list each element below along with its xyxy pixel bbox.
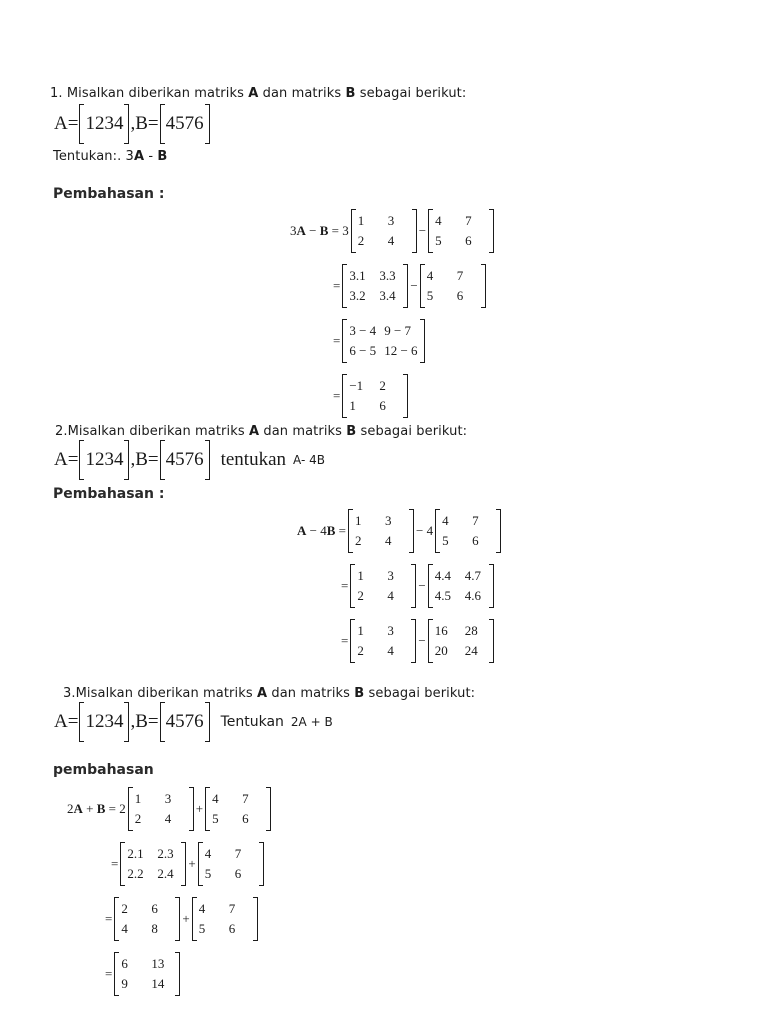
matrix-cell: 3.2	[349, 288, 366, 303]
problem-1-step-2	[333, 264, 486, 308]
matrix-cell: 7	[472, 513, 479, 528]
matrix-row	[121, 954, 173, 974]
matrix-cell: 4	[121, 921, 128, 936]
matrix-row	[349, 341, 417, 361]
tentukan-label: Tentukan	[220, 714, 284, 730]
matrix-cell: 3.1	[349, 268, 366, 283]
problem-1-heading: Pembahasan :	[53, 186, 165, 202]
problem-1-step-1	[290, 209, 494, 253]
matrix-cell: 6 − 5	[349, 343, 377, 358]
matrix	[198, 842, 264, 886]
matrix-cell: 2.1	[127, 846, 144, 861]
operator: −	[418, 223, 427, 238]
matrix-cell: 7	[228, 901, 236, 916]
matrix-cell: 24	[464, 643, 478, 658]
matrix-cell: 3.4	[379, 288, 396, 303]
problem-1-statement: 1. Misalkan diberikan matriks A dan matriks B sebagai berikut:	[50, 86, 467, 101]
matrix-a-value: 1234	[79, 702, 129, 742]
problem-3-heading: pembahasan	[53, 762, 154, 778]
matrix-cell: 4	[387, 643, 394, 658]
operator: +	[188, 856, 196, 871]
matrix-b-value: 4576	[160, 104, 210, 144]
equation-lhs: =	[105, 911, 113, 926]
matrix-row	[355, 531, 407, 551]
matrix-cell: 8	[151, 921, 158, 936]
equation-lhs: =	[111, 856, 119, 871]
matrix-cell: 1	[357, 213, 365, 228]
matrix-cell: 7	[456, 268, 464, 283]
matrix-cell: 4	[387, 233, 395, 248]
matrix-cell: 16	[434, 623, 448, 638]
matrix-cell: 6	[121, 956, 128, 971]
matrix-row	[127, 864, 179, 884]
matrix-row	[435, 211, 487, 231]
matrix-cell: 2.4	[157, 866, 174, 881]
operator: +	[182, 911, 190, 926]
matrix-cell: −1	[349, 378, 364, 393]
matrix-row	[358, 231, 410, 251]
problem-2-statement: 2.Misalkan diberikan matriks A dan matriks B sebagai berikut:	[55, 424, 468, 439]
matrix-cell: 2	[357, 588, 364, 603]
problem-2-heading: Pembahasan :	[53, 486, 165, 502]
matrix-cell: 7	[234, 846, 242, 861]
matrix-row	[357, 566, 409, 586]
matrix-cell: 2	[355, 533, 362, 548]
matrix-row	[205, 844, 257, 864]
matrix	[342, 374, 408, 418]
matrix-cell: 6	[465, 233, 472, 248]
matrix	[420, 264, 486, 308]
matrix-cell: 5	[435, 233, 442, 248]
problem-1-step-3	[333, 319, 425, 363]
matrix-row	[435, 641, 487, 661]
matrix	[192, 897, 258, 941]
operator: −	[418, 578, 426, 593]
matrix-row	[212, 809, 264, 829]
matrix-cell: 9 − 7	[384, 323, 412, 338]
matrix-b-value: 4576	[160, 702, 210, 742]
matrix-cell: 6	[472, 533, 479, 548]
matrix-cell: 7	[242, 791, 249, 806]
matrix-row	[427, 266, 479, 286]
matrix-cell: 5	[442, 533, 449, 548]
matrix-row	[442, 511, 494, 531]
matrix-row	[349, 376, 401, 396]
matrix-cell: 4.4	[434, 568, 451, 583]
equation-lhs: =	[333, 333, 341, 348]
matrix-cell: 6	[379, 398, 386, 413]
equation-lhs: 2A + B = 2	[67, 801, 126, 816]
matrix-cell: 5	[212, 811, 219, 826]
tentukan-label: tentukan	[220, 449, 287, 470]
matrix-cell: 20	[434, 643, 448, 658]
matrix-row	[212, 789, 264, 809]
problem-2-step-1	[297, 509, 501, 553]
matrix-cell: 4	[435, 213, 442, 228]
matrix-row	[357, 621, 409, 641]
task-expression: A- 4B	[293, 453, 325, 467]
matrix-cell: 2	[379, 378, 386, 393]
operator: − 4	[416, 523, 434, 538]
matrix-cell: 3 − 4	[349, 323, 377, 338]
matrix-row	[135, 809, 187, 829]
matrix-row	[435, 566, 487, 586]
matrix	[342, 319, 424, 363]
problem-3-matrix-definition: A= 1234 ,B= 4576 Tentukan 2A + B	[54, 702, 333, 742]
matrix-a-value: 1234	[79, 440, 129, 480]
operator: −	[418, 633, 426, 648]
matrix-row	[357, 586, 409, 606]
matrix-row	[121, 974, 173, 994]
matrix	[348, 509, 414, 553]
matrix	[428, 564, 494, 608]
matrix-cell: 4	[442, 513, 449, 528]
matrix-cell: 4	[164, 811, 172, 826]
matrix-cell: 2	[357, 643, 364, 658]
matrix-cell: 6	[234, 866, 242, 881]
matrix-row	[442, 531, 494, 551]
matrix-row	[435, 231, 487, 251]
problem-3-step-2	[111, 842, 264, 886]
matrix-row	[358, 211, 410, 231]
equation-lhs: 3A − B = 3	[290, 223, 349, 238]
matrix-cell: 6	[228, 921, 236, 936]
matrix-cell: 1	[357, 623, 364, 638]
matrix-cell: 4.6	[464, 588, 481, 603]
matrix-cell: 2.2	[127, 866, 144, 881]
matrix-row	[349, 266, 401, 286]
matrix-cell: 4	[198, 901, 206, 916]
matrix-cell: 6	[151, 901, 158, 916]
matrix-row	[135, 789, 187, 809]
problem-1-matrix-definition: A= 1234 ,B= 4576	[54, 104, 210, 144]
problem-2-step-3	[341, 619, 494, 663]
problem-3-statement: 3.Misalkan diberikan matriks A dan matriks B sebagai berikut:	[63, 686, 476, 701]
matrix-row	[435, 586, 487, 606]
matrix	[350, 564, 416, 608]
matrix-cell: 3	[164, 791, 172, 806]
problem-3-step-3	[105, 897, 258, 941]
matrix-row	[121, 919, 173, 939]
matrix-cell: 2	[357, 233, 365, 248]
matrix-cell: 5	[198, 921, 206, 936]
matrix-row	[427, 286, 479, 306]
matrix-cell: 3.3	[379, 268, 396, 283]
matrix	[342, 264, 408, 308]
matrix	[128, 787, 194, 831]
matrix-cell: 2	[121, 901, 128, 916]
matrix-cell: 28	[464, 623, 478, 638]
matrix	[435, 509, 501, 553]
matrix-row	[127, 844, 179, 864]
matrix-row	[349, 396, 401, 416]
matrix-cell: 5	[204, 866, 212, 881]
matrix-row	[349, 321, 417, 341]
matrix-cell: 3	[387, 623, 394, 638]
matrix-cell: 12 − 6	[384, 343, 418, 358]
problem-2-step-2	[341, 564, 494, 608]
matrix-cell: 13	[151, 956, 165, 971]
equation-lhs: =	[333, 278, 341, 293]
problem-3-step-1	[67, 787, 271, 831]
matrix	[428, 209, 494, 253]
equation-lhs: =	[105, 966, 113, 981]
matrix-cell: 4	[426, 268, 434, 283]
matrix-cell: 2	[134, 811, 142, 826]
equation-lhs: =	[333, 388, 341, 403]
matrix-cell: 4	[212, 791, 219, 806]
operator: −	[410, 278, 418, 293]
problem-3-step-4	[105, 952, 180, 996]
matrix-cell: 1	[349, 398, 356, 413]
equation-lhs: =	[341, 633, 349, 648]
matrix-row	[357, 641, 409, 661]
task-expression: 2A + B	[290, 715, 333, 729]
matrix-cell: 14	[151, 976, 165, 991]
problem-2-matrix-definition: A= 1234 ,B= 4576 tentukan A- 4B	[54, 440, 325, 480]
matrix-row	[199, 899, 251, 919]
matrix	[205, 787, 271, 831]
matrix-row	[205, 864, 257, 884]
matrix-cell: 3	[387, 213, 395, 228]
matrix-cell: 1	[134, 791, 142, 806]
matrix-cell: 1	[357, 568, 364, 583]
matrix	[428, 619, 494, 663]
matrix-row	[121, 899, 173, 919]
matrix-a-value: 1234	[79, 104, 129, 144]
operator: +	[195, 801, 204, 816]
matrix-cell: 4	[385, 533, 392, 548]
matrix	[120, 842, 186, 886]
matrix-cell: 6	[456, 288, 464, 303]
problem-1-step-4	[333, 374, 408, 418]
matrix	[114, 897, 180, 941]
matrix-cell: 4.7	[464, 568, 481, 583]
problem-1-task: Tentukan:. 3A - B	[53, 149, 168, 164]
matrix	[114, 952, 180, 996]
matrix	[351, 209, 417, 253]
matrix-row	[435, 621, 487, 641]
matrix-row	[199, 919, 251, 939]
equation-lhs: =	[341, 578, 349, 593]
matrix-cell: 4	[387, 588, 394, 603]
matrix-cell: 4.5	[434, 588, 451, 603]
matrix-cell: 7	[465, 213, 472, 228]
matrix-cell: 9	[121, 976, 128, 991]
matrix	[350, 619, 416, 663]
matrix-cell: 6	[242, 811, 249, 826]
matrix-row	[349, 286, 401, 306]
matrix-b-value: 4576	[160, 440, 210, 480]
matrix-cell: 5	[426, 288, 434, 303]
matrix-row	[355, 511, 407, 531]
equation-lhs: A − 4B =	[297, 523, 346, 538]
matrix-cell: 1	[355, 513, 362, 528]
matrix-cell: 4	[204, 846, 212, 861]
matrix-cell: 3	[387, 568, 394, 583]
matrix-cell: 3	[385, 513, 392, 528]
matrix-cell: 2.3	[157, 846, 174, 861]
